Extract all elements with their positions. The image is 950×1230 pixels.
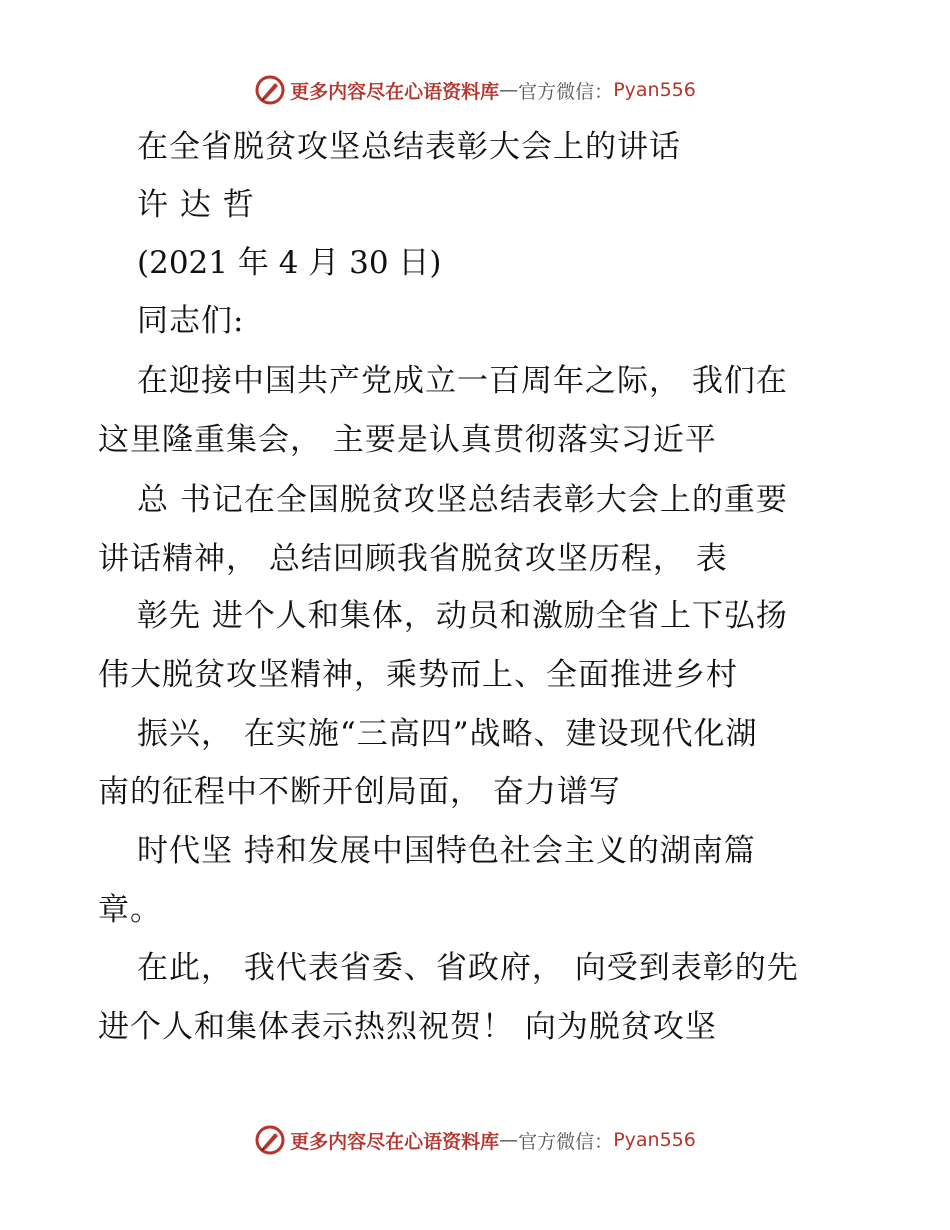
watermark-main-text: 更多内容尽在心语资料库 — [290, 80, 500, 103]
watermark-sub-text: 官方微信： — [518, 1130, 614, 1153]
paragraph-line: 时代坚 持和发展中国特色社会主义的湖南篇 — [137, 833, 756, 869]
document-salutation: 同志们: — [137, 303, 245, 339]
paragraph-line: 伟大脱贫攻坚精神，乘势而上、全面推进乡村 — [98, 657, 738, 693]
document-author: 许 达 哲 — [137, 187, 255, 223]
paragraph-line: 彰先 进个人和集体，动员和激励全省上下弘扬 — [137, 598, 788, 634]
paragraph-line: 章。 — [98, 892, 162, 928]
paragraph-line: 在迎接中国共产党成立一百周年之际， 我们在 — [137, 363, 788, 399]
document-date: (2021 年 4 月 30 日) — [137, 245, 442, 281]
paragraph-line: 南的征程中不断开创局面， 奋力谱写 — [98, 774, 621, 810]
document-title: 在全省脱贫攻坚总结表彰大会上的讲话 — [137, 129, 681, 165]
watermark-sub-text: 官方微信： — [518, 80, 614, 103]
paragraph-line: 总 书记在全国脱贫攻坚总结表彰大会上的重要 — [137, 482, 788, 518]
watermark-wechat-id: Pyan556 — [613, 79, 696, 101]
paragraph-line: 这里隆重集会， 主要是认真贯彻落实习近平 — [98, 422, 717, 458]
watermark-footer — [0, 1122, 950, 1158]
watermark-wechat-id: Pyan556 — [613, 1129, 696, 1151]
watermark-dash: — — [499, 79, 519, 101]
watermark-main-text: 更多内容尽在心语资料库 — [290, 1130, 500, 1153]
watermark-dash: — — [499, 1129, 519, 1151]
paragraph-line: 在此， 我代表省委、省政府， 向受到表彰的先 — [137, 950, 799, 986]
paragraph-line: 振兴， 在实施“三高四”战略、建设现代化湖 — [137, 716, 758, 752]
pen-logo-icon — [254, 1124, 286, 1156]
paragraph-line: 进个人和集体表示热烈祝贺！ 向为脱贫攻坚 — [98, 1009, 717, 1045]
paragraph-line: 讲话精神， 总结回顾我省脱贫攻坚历程， 表 — [98, 541, 728, 577]
